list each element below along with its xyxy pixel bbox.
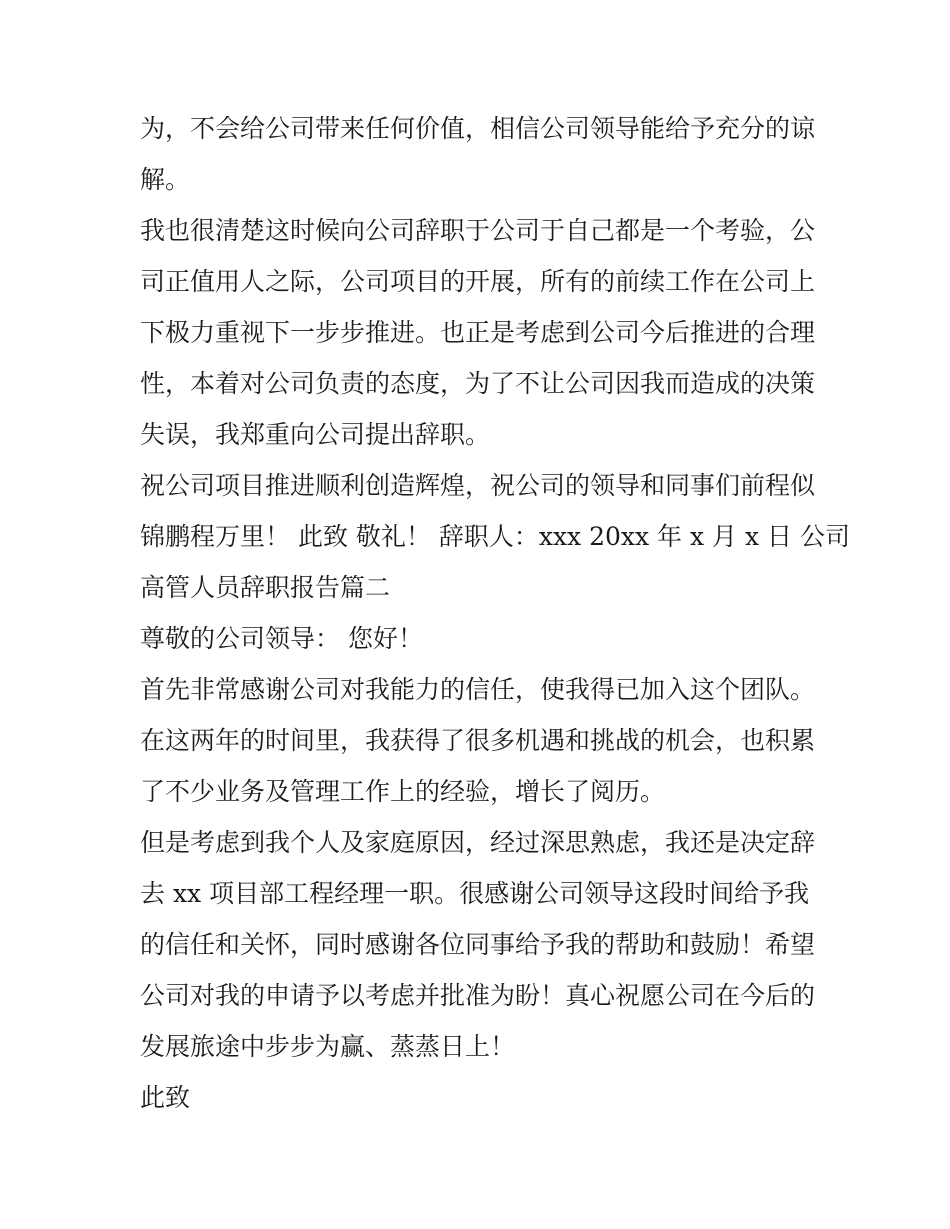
text-line: 但是考虑到我个人及家庭原因，经过深思熟虑，我还是决定辞 bbox=[140, 828, 816, 857]
document-body bbox=[140, 103, 850, 1123]
text-line: 发展旅途中步步为赢、蒸蒸日上！ bbox=[140, 1032, 516, 1061]
text-line: 祝公司项目推进顺利创造辉煌，祝公司的领导和同事们前程似 bbox=[140, 471, 816, 500]
text-line: 的信任和关怀，同时感谢各位同事给予我的帮助和鼓励！希望 bbox=[140, 930, 816, 959]
text-line: 司正值用人之际，公司项目的开展，所有的前续工作在公司上 bbox=[140, 267, 816, 296]
text-line: 性，本着对公司负责的态度，为了不让公司因我而造成的决策 bbox=[140, 369, 816, 398]
text-line: 失误，我郑重向公司提出辞职。 bbox=[140, 420, 491, 449]
text-line: 我也很清楚这时候向公司辞职于公司于自己都是一个考验，公 bbox=[140, 216, 816, 245]
text-line: 锦鹏程万里！ 此致 敬礼！ 辞职人：xxx 20xx 年 x 月 x 日 公司 bbox=[140, 522, 850, 551]
text-line: 公司对我的申请予以考虑并批准为盼！真心祝愿公司在今后的 bbox=[140, 981, 816, 1010]
salutation: 尊敬的公司领导： 您好！ bbox=[140, 624, 423, 653]
text-line: 解。 bbox=[140, 165, 191, 194]
text-line: 了不少业务及管理工作上的经验，增长了阅历。 bbox=[140, 777, 666, 806]
text-line: 在这两年的时间里，我获得了很多机遇和挑战的机会，也积累 bbox=[140, 726, 816, 755]
text-line: 首先非常感谢公司对我能力的信任，使我得已加入这个团队。 bbox=[140, 675, 816, 704]
text-line: 为，不会给公司带来任何价值，相信公司领导能给予充分的谅 bbox=[140, 114, 816, 143]
text-line: 去 xx 项目部工程经理一职。很感谢公司领导这段时间给予我 bbox=[140, 879, 810, 908]
text-line: 下极力重视下一步步推进。也正是考虑到公司今后推进的合理 bbox=[140, 318, 816, 347]
closing-line: 此致 bbox=[140, 1083, 191, 1112]
section-heading: 高管人员辞职报告篇二 bbox=[140, 573, 391, 602]
